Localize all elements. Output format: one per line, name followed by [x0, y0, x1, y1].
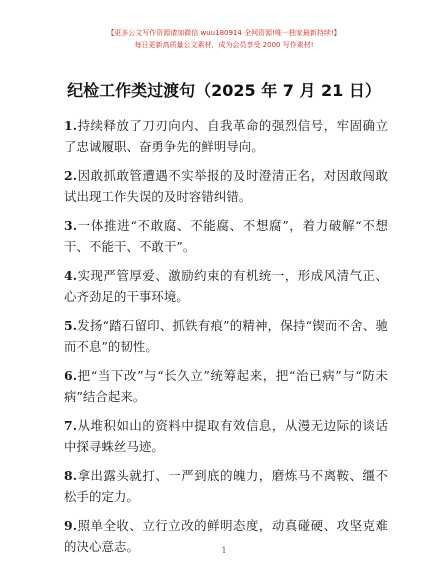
list-item — [64, 416, 388, 457]
item-number: 9. — [64, 518, 78, 533]
item-number: 7. — [64, 418, 78, 433]
item-text: 拿出露头就打、一严到底的魄力，磨炼马不离鞍、缰不松手的定力。 — [64, 468, 388, 504]
list-item — [64, 266, 388, 307]
item-number: 8. — [64, 468, 78, 483]
item-text: 因敢抓敢管遭遇不实举报的及时澄清正名，对因敢闯敢试出现工作失误的及时容错纠错。 — [64, 168, 388, 204]
promo-banner-line-2: 每日更新高质量公文素材，成为会员享受 2000 写作素材! — [134, 41, 314, 49]
item-number: 1. — [64, 118, 78, 133]
item-number: 4. — [64, 268, 78, 283]
item-text: 照单全收、立行立改的鲜明态度，动真碰硬、攻坚克难的决心意志。 — [64, 518, 388, 554]
item-text: 发扬“踏石留印、抓铁有痕”的精神，保持“锲而不舍、驰而不息”的韧性。 — [64, 318, 388, 354]
promo-banner-line-1: 【更多公文写作资源请加微信 wuu180914 全网资源!唯一独家最新持续!】 — [107, 29, 341, 37]
list-item — [64, 316, 388, 357]
list-item — [64, 466, 388, 507]
item-text: 实现严管厚爱、激励约束的有机统一，形成风清气正、心齐劲足的干事环境。 — [64, 268, 388, 304]
list-item — [64, 116, 388, 157]
item-text: 持续释放了刀刃向内、自我革命的强烈信号，牢固确立了忠诚履职、奋勇争先的鲜明导向。 — [64, 118, 388, 154]
item-number: 2. — [64, 168, 78, 183]
item-text: 从堆积如山的资料中提取有效信息，从漫无边际的谈话中探寻蛛丝马迹。 — [64, 418, 388, 454]
item-number: 3. — [64, 218, 78, 233]
list-item — [64, 216, 388, 257]
page-number: 1 — [221, 546, 227, 555]
list-item — [64, 366, 388, 407]
item-text: 一体推进“不敢腐、不能腐、不想腐”，着力破解“不想干、不能干、不敢干”。 — [64, 218, 388, 254]
item-number: 5. — [64, 318, 78, 333]
list-item — [64, 166, 388, 207]
item-number: 6. — [64, 368, 78, 383]
sentence-list — [64, 116, 388, 566]
document-title: 纪检工作类过渡句（2025 年 7 月 21 日） — [67, 81, 381, 100]
item-text: 把“当下改”与“长久立”统筹起来，把“治已病”与“防未病”结合起来。 — [64, 368, 388, 404]
